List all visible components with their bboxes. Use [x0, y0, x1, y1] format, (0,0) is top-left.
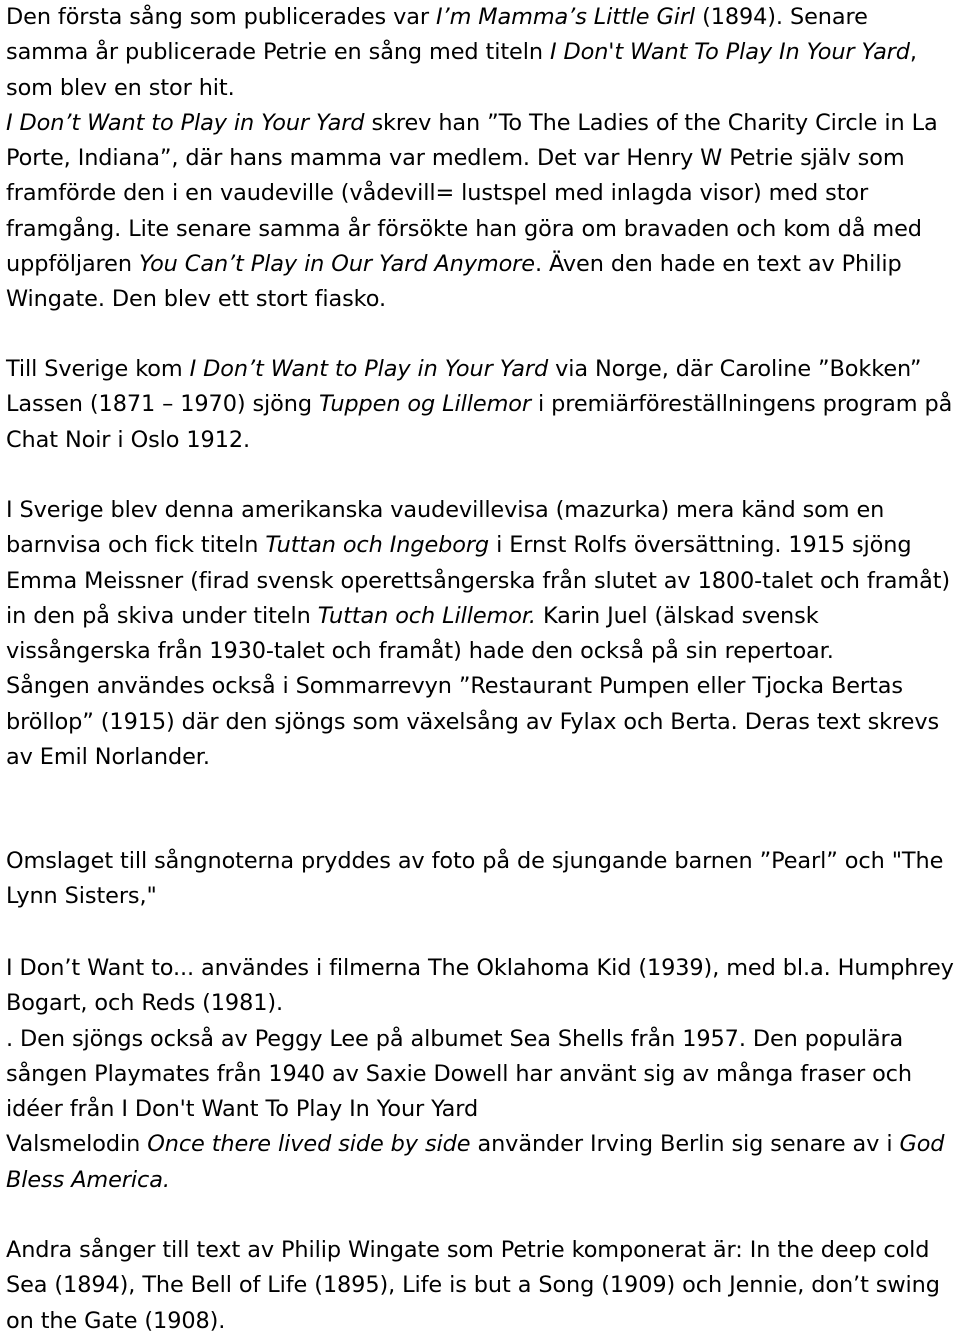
paragraph-sweden-arrival	[6, 352, 956, 458]
body-text: Den första sång som publicerades var	[6, 4, 437, 30]
body-text: Karin Juel (älskad svensk vissångerska från 1930-talet och framåt) hade den också på sin repertoar.	[6, 602, 834, 665]
paragraph-sheet-music-cover	[6, 844, 956, 915]
paragraph-other-songs	[6, 1233, 956, 1339]
body-text: I Don’t Want to... användes i filmerna The Oklahoma Kid (1939), med bl.a. Humphrey Bogart, och Reds (1981).	[6, 955, 954, 1017]
body-text: (1894). Senare samma år publicerade Petrie en sång med titeln	[6, 4, 868, 66]
body-text: I Sverige blev denna amerikanska vaudevillevisa (mazurka) mera känd som en barnvisa och fick titeln	[6, 497, 885, 559]
italic-title-text: I Don't Want To Play In Your Yard	[549, 39, 910, 66]
body-text: skrev han ”To The Ladies of the Charity Circle in La Porte, Indiana”, där hans mamma var medlem. Det var Henry W Petrie själv som framförde den i en vaudeville (vådevill= lustspel med inlagda visor) med stor framgång. Lite senare samma år försökte han göra om bravaden och kom då med uppföljaren	[6, 109, 938, 278]
body-text: Till Sverige kom	[6, 356, 190, 382]
italic-title-text: I’m Mamma’s Little Girl	[436, 4, 696, 30]
body-text: använder Irving Berlin sig senare av i	[470, 1131, 900, 1158]
italic-title-text: I Don’t Want to Play in Your Yard	[189, 356, 549, 382]
body-text: . Den sjöngs också av Peggy Lee på albumet Sea Shells från 1957. Den populära sången Playmates från 1940 av Saxie Dowell har använt sig av många fraser och idéer från I Don't Want To Play In Your Yard	[6, 1025, 912, 1123]
italic-title-text: Tuttan och Lillemor.	[317, 602, 536, 629]
italic-title-text: You Can’t Play in Our Yard Anymore	[138, 251, 535, 278]
italic-title-text: Tuppen og Lillemor	[319, 391, 531, 418]
paragraph-films-and-recordings	[6, 951, 956, 1198]
body-text: Sången användes också i Sommarrevyn ”Restaurant Pumpen eller Tjocka Bertas bröllop” (1915) där den sjöngs som växelsång av Fylax och Berta. Deras text skrevs av Emil Norlander.	[6, 673, 940, 771]
italic-title-text: I Don’t Want to Play in Your Yard	[6, 109, 365, 136]
italic-title-text: Tuttan och Ingeborg	[265, 532, 490, 559]
body-text: via Norge, där Caroline ”Bokken” Lassen (1871 – 1970) sjöng	[6, 356, 922, 418]
paragraph-swedish-versions	[6, 493, 956, 775]
italic-title-text: Once there lived side by side	[147, 1131, 471, 1158]
body-text: i premiärföreställningens program på Chat Noir i Oslo 1912.	[6, 391, 953, 453]
body-text: Valsmelodin	[6, 1131, 148, 1158]
body-text: Andra sånger till text av Philip Wingate som Petrie komponerat är: In the deep cold Sea (1894), The Bell of Life (1895), Life is but a Song (1909) och Jennie, don’t swing on the Gate (1908).	[6, 1237, 940, 1334]
italic-title-text: God Bless America.	[6, 1131, 945, 1193]
body-text: Omslaget till sångnoterna pryddes av foto på de sjungande barnen ”Pearl” och "The Lynn Sisters,"	[6, 848, 944, 910]
body-text: , som blev en stor hit.	[6, 39, 917, 101]
paragraph-first-song	[6, 0, 956, 318]
body-text: i Ernst Rolfs översättning. 1915 sjöng Emma Meissner (firad svensk operettsångerska från slutet av 1800-talet och framåt) in den på skiva under titeln	[6, 532, 951, 629]
body-text: . Även den hade en text av Philip Wingate. Den blev ett stort fiasko.	[6, 251, 902, 313]
